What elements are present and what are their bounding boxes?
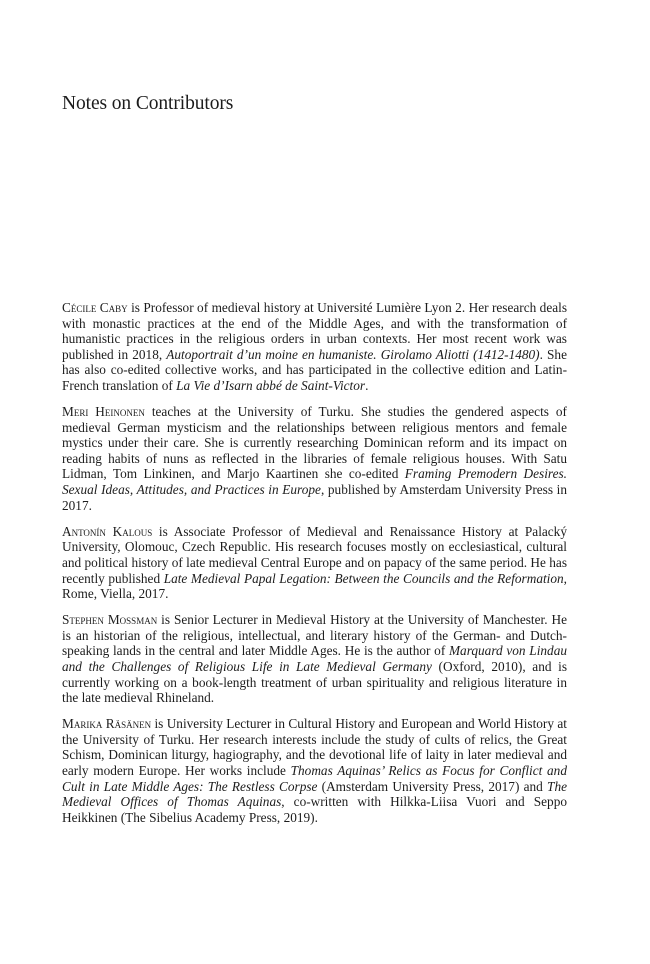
contributor-name: Stephen Mossman: [62, 612, 158, 628]
contributor-bio-text: (Oxford, 2010), and is currently working on a book-length treatment of urban spirituality and religious literature in the late medieval Rhineland.: [62, 658, 568, 706]
contributor-bio-text: is Senior Lecturer in Medieval History at the University of Manchester. He is an historian of the religious, intellectual, and literary history of the German- and Dutch-speaking lands in the central and later Middle Ages. He is the author of: [62, 612, 567, 659]
contributor-entry-kalous: [62, 524, 567, 602]
contributor-bio-text: , Rome, Viella, 2017.: [62, 570, 567, 602]
contributor-bio-text: .: [365, 377, 369, 393]
contributor-bio-text: (Amsterdam University Press, 2017) and: [317, 778, 548, 794]
work-title: La Vie d’Isarn abbé de Saint-Victor: [176, 377, 366, 393]
contributor-bio-text: is University Lecturer in Cultural History and European and World History at the University of Turku. Her research interests include the study of cults of relics, the Great Schism, Dominican liturgy, hagiography, and the devotional life of laity in later medieval and early modern Europe. Her works include: [62, 716, 567, 779]
contributor-entry-rasanen: [62, 716, 567, 825]
contributor-name: Cécile Caby: [62, 300, 128, 315]
contributor-entry-mossman: [62, 612, 567, 706]
contributor-bio-text: , published by Amsterdam University Press in 2017.: [62, 482, 567, 513]
work-title: Autoportrait d’un moine en humaniste. Girolamo Aliotti (1412-1480): [166, 346, 540, 362]
work-title: Framing Premodern Desires. Sexual Ideas, Attitudes, and Practices in Europe: [62, 466, 568, 498]
contributor-name: Meri Heinonen: [62, 404, 145, 420]
contributor-bio-text: is Professor of medieval history at Université Lumière Lyon 2. Her research deals with monastic practices at the end of the Middle Ages, and with the transformation of humanistic practices in the religious orders in urban contexts. Her most recent work was published in 2018,: [62, 300, 567, 362]
work-title: Late Medieval Papal Legation: Between the Councils and the Reformation: [163, 570, 564, 586]
contributor-bio-text: , co-written with Hilkka-Liisa Vuori and Seppo Heikkinen (The Sibelius Academy Press, 2019).: [62, 794, 567, 825]
contributor-bio-text: teaches at the University of Turku. She studies the gendered aspects of medieval German mysticism and the relationships between religious mentors and female mystics under their care. She is currently researching Dominican reform and its impact on reading habits of nuns as reflected in the libraries of female religious houses. With Satu Lidman, Tom Linkinen, and Marjo Kaartinen she co-edited: [62, 404, 567, 482]
contributor-name: Antonín Kalous: [62, 523, 153, 539]
contributor-name: Marika Räsänen: [62, 716, 152, 732]
contributor-list: [62, 300, 567, 836]
page-title: Notes on Contributors: [62, 93, 234, 114]
contributor-entry-caby: [62, 300, 567, 394]
contributor-bio-text: is Associate Professor of Medieval and Renaissance History at Palacký University, Olomouc, Czech Republic. His research focuses mostly on ecclesiastical, cultural and political history of late medieval Central Europe and on papacy of the same period. He has recently published: [62, 523, 567, 586]
contributor-entry-heinonen: [62, 404, 567, 513]
work-title: Thomas Aquinas’ Relics as Focus for Conflict and Cult in Late Middle Ages: The Restless Corpse: [62, 763, 567, 794]
contributor-bio-text: . She has also co-edited collective works, and has participated in the collective edition and Latin-French translation of: [62, 346, 567, 393]
work-title: Marquard von Lindau and the Challenges of Religious Life in Late Medieval Germany: [62, 643, 567, 674]
work-title: The Medieval Offices of Thomas Aquinas: [62, 778, 567, 810]
